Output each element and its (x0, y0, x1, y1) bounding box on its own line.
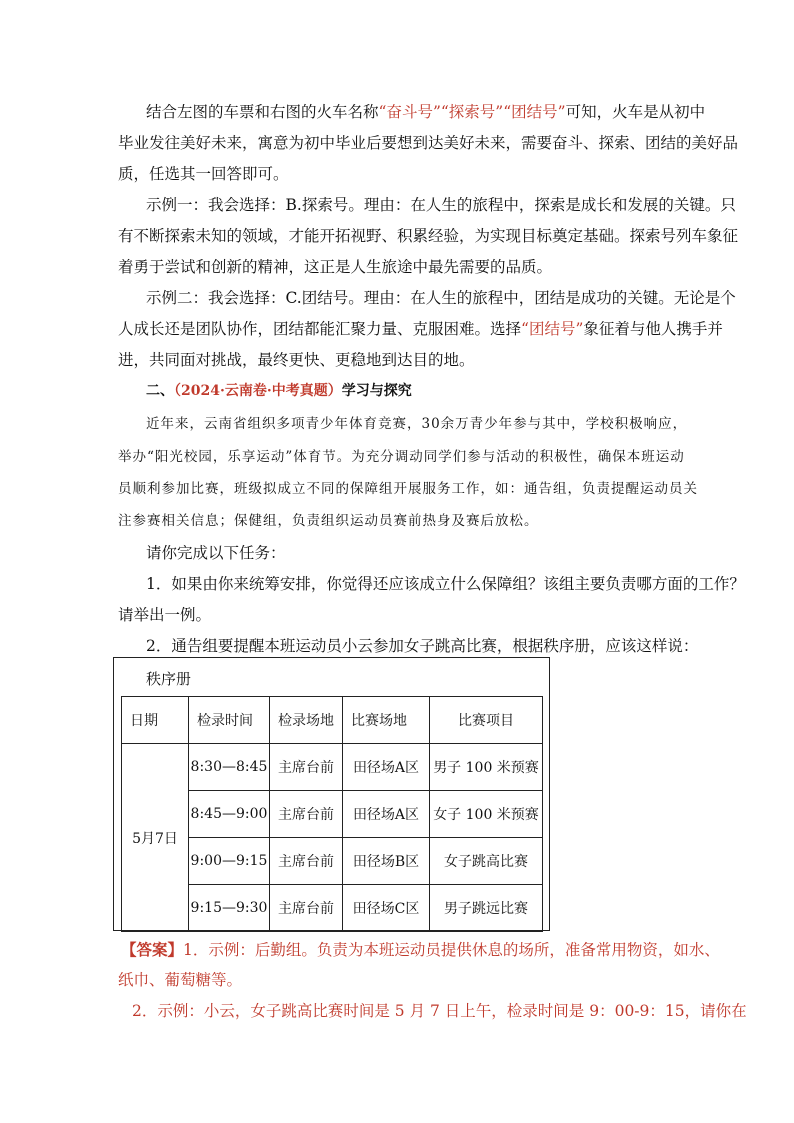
example1-line3: 着勇于尝试和创新的精神，这正是人生旅途中最先需要的品质。 (118, 258, 553, 276)
header-venue: 比赛场地 (343, 697, 430, 744)
question1-line2: 请举出一例。 (118, 606, 212, 624)
schedule-title: 秩序册 (146, 670, 192, 688)
venue-cell: 田径场A区 (343, 791, 430, 838)
example2-line1: 示例二：我会选择：C.团结号。理由：在人生的旅程中，团结是成功的关键。无论是个 (146, 289, 736, 307)
section-title: 学习与探究 (341, 383, 412, 399)
schedule-table (121, 696, 543, 932)
header-checkin-place: 检录场地 (270, 697, 343, 744)
checkin-time-cell: 9:15—9:30 (189, 885, 270, 932)
event-cell: 女子 100 米预赛 (430, 791, 543, 838)
question1-line1: 1．如果由你来统筹安排，你觉得还应该成立什么保障组？该组主要负责哪方面的工作？ (146, 575, 745, 593)
section-source: （2024·云南卷·中考真题） (174, 383, 342, 399)
material-line4: 注参赛相关信息；保健组，负责组织运动员赛前热身及赛后放松。 (118, 513, 539, 529)
checkin-place-cell: 主席台前 (270, 885, 343, 932)
checkin-place-cell: 主席台前 (270, 791, 343, 838)
answer1-line2: 纸巾、葡萄糖等。 (118, 971, 243, 989)
event-cell: 女子跳高比赛 (430, 838, 543, 885)
example1-line1: 示例一：我会选择：B.探索号。理由：在人生的旅程中，探索是成长和发展的关键。只 (146, 196, 736, 214)
example2-line3: 进，共同面对挑战，最终更快、更稳地到达目的地。 (118, 351, 475, 369)
para1-text-b: 可知，火车是从初中 (565, 103, 706, 121)
checkin-time-cell: 8:45—9:00 (189, 791, 270, 838)
example1-line2: 有不断探索未知的领域，才能开拓视野、积累经验，为实现目标奠定基础。探索号列车象征 (118, 227, 739, 245)
table-row (122, 744, 543, 791)
question2: 2．通告组要提醒本班运动员小云参加女子跳高比赛，根据秩序册，应该这样说： (146, 637, 699, 655)
checkin-time-cell: 8:30—8:45 (189, 744, 270, 791)
para1-line1 (146, 100, 705, 122)
example2-text-a: 人成长还是团队协作，团结都能汇聚力量、克服困难。选择 (118, 320, 522, 338)
section-number: 二、 (146, 383, 174, 399)
venue-cell: 田径场A区 (343, 744, 430, 791)
header-event: 比赛项目 (430, 697, 543, 744)
material-line1: 近年来，云南省组织多项青少年体育竞赛，30余万青少年参与其中，学校积极响应， (146, 416, 688, 432)
checkin-place-cell: 主席台前 (270, 838, 343, 885)
date-cell: 5月7日 (122, 744, 189, 932)
unity-train-name: “团结号” (521, 320, 584, 338)
answer-line1 (121, 938, 720, 960)
material-line2: 举办“阳光校园，乐享运动”体育节。为充分调动同学们参与活动的积极性，确保本班运动 (118, 449, 685, 465)
section-heading (146, 380, 412, 400)
para1-text-a: 结合左图的车票和右图的火车名称 (146, 103, 379, 121)
event-cell: 男子 100 米预赛 (430, 744, 543, 791)
venue-cell: 田径场B区 (343, 838, 430, 885)
header-date: 日期 (122, 697, 189, 744)
checkin-place-cell: 主席台前 (270, 744, 343, 791)
example2-line2 (118, 317, 723, 339)
para1-line2: 毕业发往美好未来，寓意为初中毕业后要想到达美好未来，需要奋斗、探索、团结的美好品 (118, 134, 739, 152)
answer1-text: 1．示例：后勤组。负责为本班运动员提供休息的场所，准备常用物资，如水、 (183, 941, 720, 959)
tasks-intro: 请你完成以下任务： (146, 544, 286, 562)
event-cell: 男子跳远比赛 (430, 885, 543, 932)
answer2-line1: 2．示例：小云，女子跳高比赛时间是 5 月 7 日上午，检录时间是 9：00-9：15，请你在 (132, 1002, 747, 1020)
table-header-row (122, 697, 543, 744)
material-line3: 员顺利参加比赛，班级拟成立不同的保障组开展服务工作，如：通告组，负责提醒运动员关 (118, 481, 698, 497)
answer-label: 【答案】 (121, 940, 184, 959)
venue-cell: 田径场C区 (343, 885, 430, 932)
para1-line3: 质，任选其一回答即可。 (118, 165, 289, 183)
checkin-time-cell: 9:00—9:15 (189, 838, 270, 885)
example2-text-b: 象征着与他人携手并 (583, 320, 723, 338)
header-checkin-time: 检录时间 (189, 697, 270, 744)
train-names: “奋斗号”“探索号”“团结号” (378, 103, 566, 121)
